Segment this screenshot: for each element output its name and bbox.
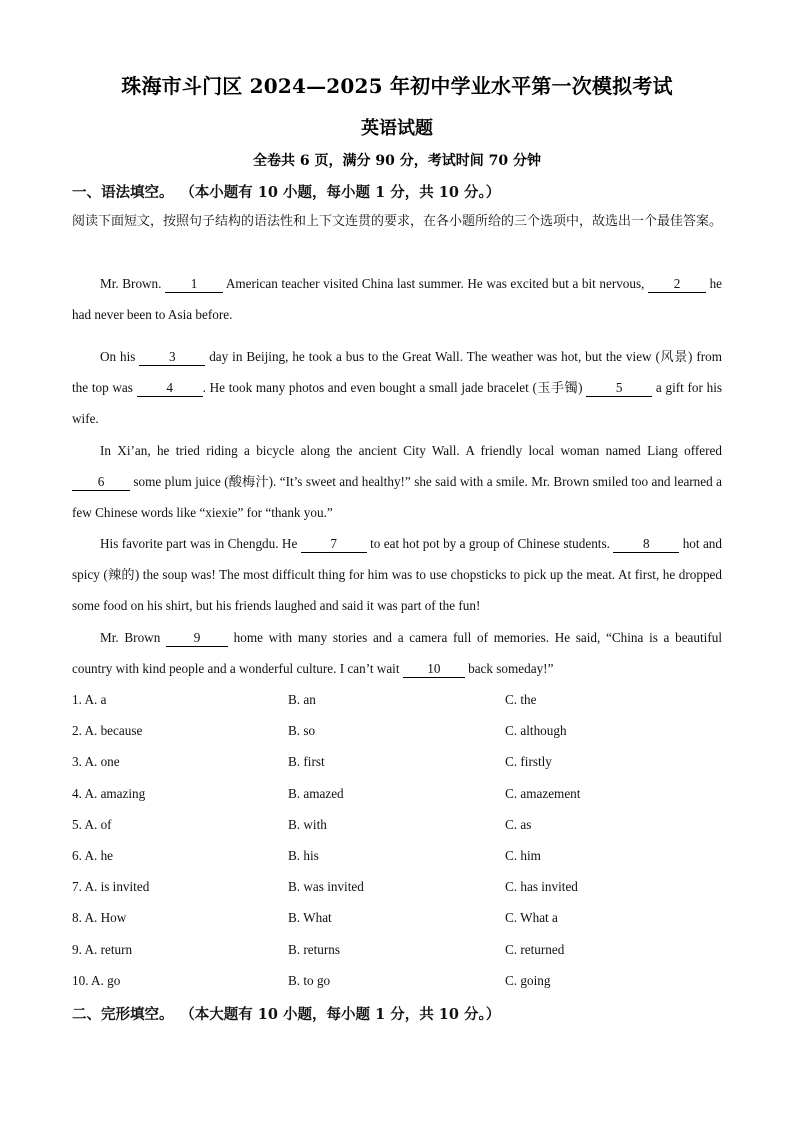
blank-5: 5	[586, 380, 652, 397]
option-a: 10. A. go	[72, 972, 121, 988]
option-row	[72, 846, 722, 877]
passage-text: day in Beijing, he took a bus to the Great Wall. The weather was hot, but the view (风景) from the top was	[72, 349, 722, 395]
passage-text: American teacher	[223, 276, 320, 291]
passage-text: . He took many photos and even bought a small jade bracelet (玉手镯)	[202, 380, 587, 395]
option-c: C. What a	[505, 910, 558, 926]
option-c: C. as	[505, 816, 532, 832]
option-b: B. was invited	[288, 879, 364, 895]
section2-heading	[72, 1003, 500, 1024]
passage-text: some plum juice (酸梅汁). “It’s sweet and healthy!” she said with a smile. Mr. Brown smiled too and learned a few Chinese words like “xiexie” for “thank you.”	[72, 474, 722, 520]
section1-note: （本小题有 10 小题，每小题 1 分，共 10 分。）	[187, 184, 501, 201]
passage-text: hot and spicy (辣的) the soup was! The most difficult thing for him was to use chopsticks to pick up the meat. At first, he dropped some food on his shirt, but his friends laughed and said it was part of the fun!	[72, 536, 722, 613]
option-a: 1. A. a	[72, 692, 107, 707]
option-a: 8. A. How	[72, 910, 127, 926]
option-c: C. going	[505, 972, 551, 988]
passage-paragraph-2	[72, 341, 722, 434]
exam-subject: 英语试题	[361, 118, 433, 139]
option-a: 6. A. he	[72, 847, 114, 863]
passage-paragraph-4	[72, 528, 722, 621]
exam-info: 全卷共 6 页，满分 90 分，考试时间 70 分钟	[253, 153, 541, 169]
blank-4: 4	[137, 380, 203, 397]
option-a: 5. A. of	[72, 816, 112, 832]
passage-paragraph-5	[72, 622, 722, 684]
section2-title: 二、完形填空。	[72, 1006, 174, 1023]
option-b: B. with	[288, 816, 327, 832]
option-row	[72, 752, 722, 783]
blank-3: 3	[139, 349, 205, 366]
option-c: C. returned	[505, 941, 565, 957]
option-b: B. What	[288, 910, 332, 926]
option-a: 7. A. is invited	[72, 879, 150, 895]
option-c: C. has invited	[505, 879, 578, 895]
option-a: 9. A. return	[72, 941, 133, 957]
option-b: B. his	[288, 847, 319, 863]
option-b: B. to go	[288, 972, 331, 988]
passage-text: Mr. Brown.	[100, 276, 166, 291]
option-row	[72, 690, 722, 721]
option-row	[72, 815, 722, 846]
option-c: C. amazement	[505, 785, 581, 801]
option-b: B. an	[288, 692, 316, 707]
blank-6: 6	[72, 474, 130, 491]
option-c: C. the	[505, 692, 537, 707]
passage-paragraph-3	[72, 435, 722, 528]
blank-2: 2	[648, 276, 706, 293]
passage-text: to eat hot pot by a group of Chinese students.	[366, 536, 614, 551]
passage-text: His favorite part was in Chengdu. He	[100, 536, 301, 551]
option-row	[72, 971, 722, 1002]
option-row	[72, 940, 722, 971]
passage-text: Mr. Brown	[100, 630, 166, 645]
passage-text: home with many stories and a camera full of memories. He said, “China is a beautiful country with kind people and a wonderful culture. I can’t wait	[72, 630, 722, 676]
option-a: 2. A. because	[72, 723, 143, 739]
exam-title: 珠海市斗门区 2024—2025 年初中学业水平第一次模拟考试	[121, 74, 673, 98]
section1-title: 一、语法填空。	[72, 184, 174, 201]
option-row	[72, 784, 722, 815]
option-c: C. firstly	[505, 754, 552, 770]
passage-text: visited China last summer. He was excited but a bit nervous,	[319, 276, 648, 291]
option-row	[72, 908, 722, 939]
option-c: C. him	[505, 847, 541, 863]
answer-options	[72, 690, 722, 1002]
option-row	[72, 721, 722, 752]
passage-paragraph-1	[72, 268, 722, 330]
passage-text: In Xi’an, he tried riding a bicycle along the ancient City Wall. A friendly local woman named Liang offered	[100, 443, 722, 458]
blank-7: 7	[301, 536, 367, 553]
option-a: 4. A. amazing	[72, 785, 146, 801]
option-b: B. amazed	[288, 785, 344, 801]
option-b: B. returns	[288, 941, 341, 957]
passage-text: On his	[100, 349, 140, 364]
blank-8: 8	[613, 536, 679, 553]
passage-text: back someday!”	[464, 661, 554, 676]
option-b: B. so	[288, 723, 316, 739]
passage-text: he had never been to Asia before.	[72, 276, 723, 322]
option-b: B. first	[288, 754, 325, 770]
section1-instruction: 阅读下面短文，按照句子结构的语法性和上下文连贯的要求，在各小题所给的三个选项中，故选出一个最佳答案。	[72, 214, 723, 229]
blank-9: 9	[166, 630, 228, 647]
option-c: C. although	[505, 723, 567, 739]
blank-10: 10	[403, 661, 465, 678]
section2-note: （本大题有 10 小题，每小题 1 分，共 10 分。）	[187, 1006, 501, 1023]
passage-text: a gift for his wife.	[72, 380, 722, 426]
option-a: 3. A. one	[72, 754, 120, 770]
option-row	[72, 877, 722, 908]
blank-1: 1	[165, 276, 223, 293]
section1-heading	[72, 181, 500, 202]
